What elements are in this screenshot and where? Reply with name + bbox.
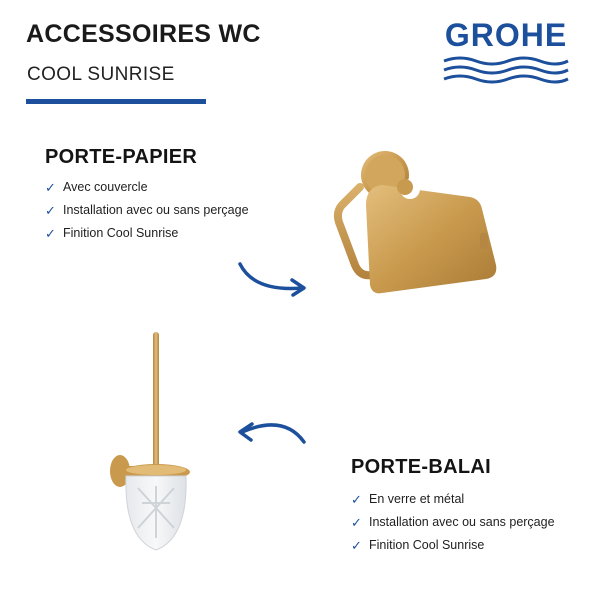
list-item [351,511,555,534]
brush-holder-title: PORTE-BALAI [351,456,491,478]
brush-holder-features [351,488,555,557]
checkmark-icon: ✓ [45,226,56,241]
feature-text: Installation avec ou sans perçage [369,515,555,529]
title-underline [26,99,206,104]
page-subtitle: COOL SUNRISE [27,64,175,85]
list-item [351,534,555,557]
checkmark-icon: ✓ [351,492,362,507]
feature-text: Finition Cool Sunrise [369,538,485,552]
brush-holder-image [100,328,210,558]
feature-text: Installation avec ou sans perçage [63,203,249,217]
checkmark-icon: ✓ [45,203,56,218]
curved-arrow-right-icon [236,258,312,298]
feature-text: Finition Cool Sunrise [63,226,179,240]
list-item [351,488,555,511]
curved-arrow-left-icon [232,418,310,448]
logo-waves-icon [442,56,570,86]
list-item [45,176,249,199]
feature-text: En verre et métal [369,492,465,506]
checkmark-icon: ✓ [351,515,362,530]
logo-text: GROHE [444,17,568,53]
page-title: ACCESSOIRES WC [26,20,261,48]
grohe-logo [436,18,576,80]
list-item [45,199,249,222]
paper-holder-image [320,145,505,305]
checkmark-icon: ✓ [45,180,56,195]
paper-holder-features [45,176,249,245]
list-item [45,222,249,245]
checkmark-icon: ✓ [351,538,362,553]
paper-holder-title: PORTE-PAPIER [45,146,198,168]
feature-text: Avec couvercle [63,180,148,194]
